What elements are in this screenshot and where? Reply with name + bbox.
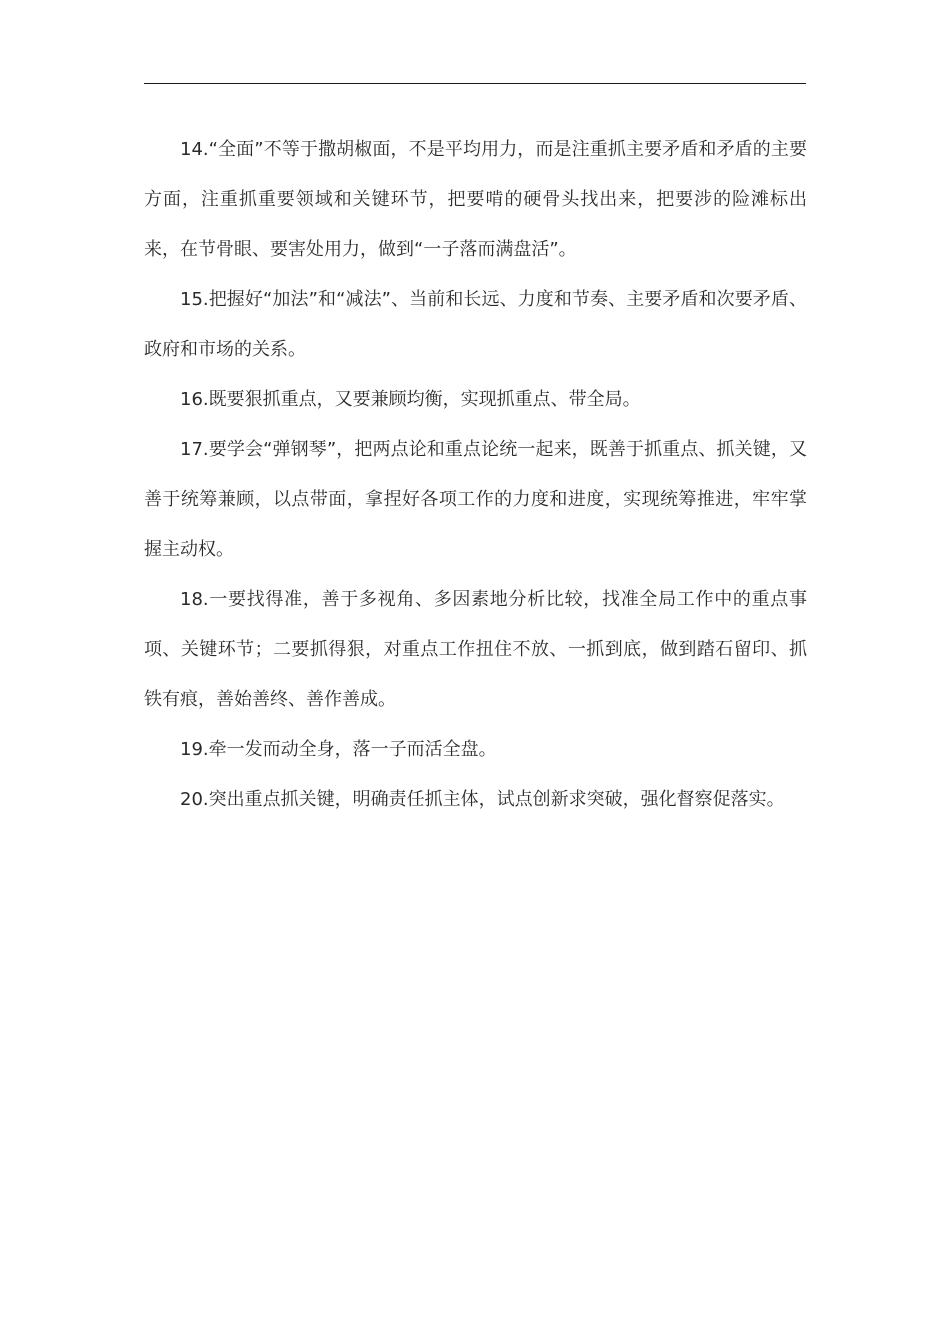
paragraph-17: 17.要学会“弹钢琴”，把两点论和重点论统一起来，既善于抓重点、抓关键，又善于统筹兼顾，以点带面，拿捏好各项工作的力度和进度，实现统筹推进，牢牢掌握主动权。 — [144, 439, 807, 560]
paragraph-19: 19.牵一发而动全身，落一子而活全盘。 — [180, 739, 497, 760]
paragraph-14: 14.“全面”不等于撒胡椒面，不是平均用力，而是注重抓主要矛盾和矛盾的主要方面，注重抓重要领域和关键环节，把要啃的硬骨头找出来，把要涉的险滩标出来，在节骨眼、要害处用力，做到“一子落而满盘活”。 — [144, 139, 807, 260]
paragraph-20: 20.突出重点抓关键，明确责任抓主体，试点创新求突破，强化督察促落实。 — [180, 789, 785, 810]
paragraph-16: 16.既要狠抓重点，又要兼顾均衡，实现抓重点、带全局。 — [180, 389, 641, 410]
header-divider — [144, 83, 806, 84]
paragraph-18: 18.一要找得准，善于多视角、多因素地分析比较，找准全局工作中的重点事项、关键环节；二要抓得狠，对重点工作扭住不放、一抓到底，做到踏石留印、抓铁有痕，善始善终、善作善成。 — [144, 589, 807, 710]
document-body — [144, 125, 807, 825]
paragraph-15: 15.把握好“加法”和“减法”、当前和长远、力度和节奏、主要矛盾和次要矛盾、政府和市场的关系。 — [144, 289, 807, 360]
